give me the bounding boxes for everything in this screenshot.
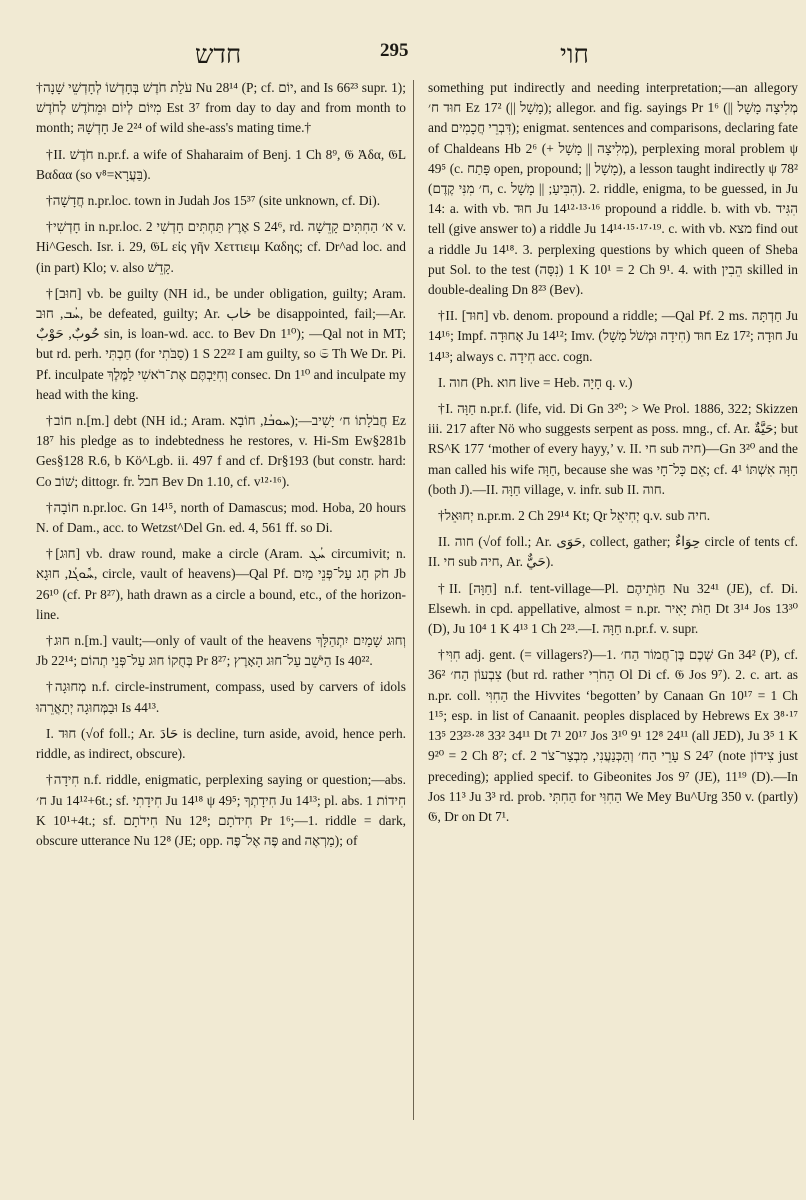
entry-left-2: †II. חֹדֶשׁ n.pr.f. a wife of Shaharaim of Benj. 1 Ch 8⁹, 𝔊 Ἀδα, 𝔊L Βαδαα (so v⁸=בַּעֲרָא). <box>36 146 406 182</box>
entry-left-1: †עֹלַת חֹדֶשׁ בְּחָדְשׁוֹ לְחָדְשֵׁי שָׁנָה Nu 28¹⁴ (P; cf. יוֹם, and Is 66²³ supr. 1); מִיּוֹם לְיוֹם וּמֵחֹדֶשׁ לְחֹדֶשׁ Est 3⁷ from day to day and from month to month; חָדְשָׁהּ Je 2²⁴ of wild she-ass's mating time.† <box>36 80 406 136</box>
entry-left-6: †חוֹב n.[m.] debt (NH id.; Aram. ܚܘܒܳܐ, חוֹבָא);—חֲבֹלָתוֹ ח׳ יָשִׁיב Ez 18⁷ his pledge as to indebtedness he restores, v. Hi-Sm Ew§281b Ges§128 R.6, b Kö^Lgb. ii. 497 f and cf. Dr§193 (but constr. hard: Co שׁוֹב; dittogr. fr. חבל Bev Dn 1.10, cf. v¹²·¹⁶). <box>36 413 406 489</box>
entry-left-3: †חֲדָשָׁה n.pr.loc. town in Judah Jos 15³⁷ (site unknown, cf. Di). <box>46 193 381 209</box>
entry-right-2: †II. [חוּד] vb. denom. propound a riddle; —Qal Pf. 2 ms. חַדְתָּה Ju 14¹⁶; Impf. אָחוּדָה Ju 14¹²; Imv. חוּד (חִידָה וּמְשֹׁל מָשָׁל) Ez 17²; חוּדָה Ju 14¹³; always c. חִידָה acc. cogn. <box>428 308 798 364</box>
entry-right-3: I. חוה (Ph. חוא live = Heb. חָיָה q. v.) <box>438 374 633 390</box>
right-column <box>428 78 798 833</box>
entry-left-7: †חוֹבָה n.pr.loc. Gn 14¹⁵, north of Damascus; mod. Hoba, 20 hours N. of Dam., acc. to Wetzst^Del Gn. ed. 4, 561 ff. so Di. <box>36 499 407 536</box>
right-headword: חוי <box>560 40 589 69</box>
entry-left-11: I. חוּד (√of foll.; Ar. حَادَ is decline, turn aside, avoid, hence perh. riddle, as indirect, obscure). <box>36 725 407 762</box>
entry-right-8: †חִוִּי adj. gent. (= villagers?)—1. שְׁכֶם בֶּן־חֲמוֹר הַח׳ Gn 34² (P), cf. צִבְעוֹן הַח׳ 36² (but rd. rather הַחֹרִי Ol Di cf. 𝔊 Jos 9⁷). 2. c. art. as n.pr. coll. הַחִוִּי the Hivvites ‘begotten’ by Canaan Gn 10¹⁷ = 1 Ch 1¹⁵; esp. in list of Canaanit. peoples displaced by Hebrews Ex 3⁸·¹⁷ 13⁵ 23²³·²⁸ 33² 34¹¹ Dt 7¹ 20¹⁷ Jos 3¹⁰ 9¹ 12⁸ 24¹¹ (all JED), Ju 3⁵ 1 K 9²⁰ = 2 Ch 8⁷; cf. עָרֵי הַח׳ וְהַכְּנַעֲנִי, מִבְצַר־צֹר 2 S 24⁷ (note צִידוֹן just preceding); applied specif. to Gibeonites Jos 9⁷ (JE), 11¹⁹ (D).—In Jos 11³ Ju 3³ rd. prob. הַחִתִּי for הַחִוִּי We Mey Bu^Urg 350 v. (partly) 𝔊, Dr on Dt 7¹. <box>428 647 799 824</box>
entry-left-9: †חוּג n.[m.] vault;—only of vault of the heavens וְחוּג שָׁמַיִם יִתְהַלָּךְ Jb 22¹⁴; בְּחֻקוֹ חוּג עַל־פְּנֵי תְהוֹם Pr 8²⁷; הַיֹּשֵׁב עַל־חוּג הָאָרֶץ Is 40²². <box>36 633 406 669</box>
running-header <box>0 36 806 76</box>
entry-left-12: †חִידָה n.f. riddle, enigmatic, perplexing saying or question;—abs. ח׳ Ju 14¹²+6t.; sf. חִידָתִי Ju 14¹⁸ ψ 49⁵; חִידָתְךָ Ju 14¹³; pl. abs. חִידוֹת 1 K 10¹+4t.; sf. חִידֹתָם Nu 12⁸; חִידֹתָם Pr 1⁶;—1. riddle = dark, obscure utterance Nu 12⁸ (JE; opp. פֶּה אֶל־פֶּה and מַרְאֶה); of <box>36 772 406 848</box>
column-divider <box>413 80 414 1120</box>
left-column <box>36 78 406 857</box>
entry-left-4: †חָדְשִׁי in n.pr.loc. אֶרֶץ תַּחְתִּים חָדְשִׁי 2 S 24⁶, rd. א׳ הַחִתִּים קָדֵשָׁה v. Hi^Gesch. Isr. i. 29, 𝔊L εἰς γῆν Χεττιειμ Καδης; cf. Dr^ad loc. and (in part) Klo; v. also קָדֵשׁ. <box>36 219 406 275</box>
left-headword: חדש <box>195 40 242 69</box>
entry-right-7: †II. [חַוָּה] n.f. tent-village—Pl. חַוֹּתֵיהֶם Nu 32⁴¹ (JE), cf. Di. Elsewh. in cpd. appellative, almost = n.pr. חַוֹּת יָאִיר Dt 3¹⁴ Jos 13³⁰ (D), Ju 10⁴ 1 K 4¹³ 1 Ch 2²³.—I. חַוָּה n.pr.f. v. supr. <box>428 580 798 637</box>
entry-right-5: †יְחוּאֵל n.pr.m. 2 Ch 29¹⁴ Kt; Qr יְחִיאֵל q.v. sub חיה. <box>438 508 711 524</box>
entry-right-4: †I. חַוָּה n.pr.f. (life, vid. Di Gn 3²⁰; > We Prol. 1886, 322; Skizzen iii. 217 after Nö who suggests serpent as poss. mng., cf. Ar. حَيَّةٌ; but RS^K 177 ‘mother of every hayy,’ v. II. חי sub חיה)—Gn 3²⁰ and the man called his wife חַוָּה, because she was אֵם כָּל־חָי; cf. חַוָּה אִשְׁתּוֹ 4¹ (both J).—II. חַוָּה village, v. infr. sub II. חוה. <box>428 401 799 497</box>
entry-right-6: II. חוה (√of foll.; Ar. حَوَى, collect, gather; حِوَاءٌ circle of tents cf. II. חי sub חיה, Ar. حَيٌّ). <box>428 534 798 570</box>
entry-right-1: something put indirectly and needing interpretation;—an allegory חוּד ח׳ Ez 17² (|| מָשָׁל); allegor. and fig. sayings Pr 1⁶ (|| מְלִיצָה מָשָׁל and דִּבְרֵי חֲכָמִים); enigmat. sentences and comparisons, declaring fate of Chaldeans Hb 2⁶ (+ מְלִיצָה || מָשָׁל), perplexing moral problem ψ 49⁵ (c. פָּתַח open, propound; || מָשָׁל), a lesson taught indirectly ψ 78² (ח׳ מִנִּי קֶדֶם, c. הִבִּיעַ; || מָשָׁל). 2. riddle, enigma, to be guessed, in Ju 14: a. with vb. חוּד Ju 14¹²·¹³·¹⁶ propound a riddle. b. with vb. הִגִּיד tell (give answer to) a riddle Ju 14¹⁴·¹⁵·¹⁷·¹⁹. c. with vb. מצא find out a riddle Ju 14¹⁸. 3. perplexing questions by which queen of Sheba put Sol. to the test (נִסָּה) 1 K 10¹ = 2 Ch 9¹. 4. with הֵבִין skilled in double-dealing Dn 8²³ (Bev). <box>428 80 799 298</box>
entry-left-8: †[חוּג] vb. draw round, make a circle (Aram. ܚܳܓ circumivit; n. ܚܽܘܓܳܐ, חוּגָא, circle, vault of heavens)—Qal Pf. חֹק חָג עַל־פְּנֵי מַיִם Jb 26¹⁰ (cf. Pr 8²⁷), hath drawn as a circle a bound, etc., of the horizon-line. <box>36 546 407 622</box>
page-number: 295 <box>380 40 409 61</box>
entry-left-5: †[חוּב] vb. be guilty (NH id., be under obligation, guilty; Aram. ܚܳܒ, חוּב, be defeated, guilty; Ar. خاب be disappointed, fail;—Ar. حُوبٌ, حَوْبٌ sin, is loan-wd. acc. to Bev Dn 1¹⁰); —Qal not in MT; but rd. perh. חַבְתִּי (for סַבֹּתִי) 1 S 22²² I am guilty, so 𝔖 Th We Dr. Pi. Pf. inculpate וְחִיַּבְתֶּם אֶת־רֹאשִׁי לַמֶּלֶךְ consec. Dn 1¹⁰ and inculpate my head with the king. <box>36 285 407 402</box>
entry-left-10: †מְחוּגָה n.f. circle-instrument, compass, used by carvers of idols וּבַמְּחוּגָה יְתָאֳרֵהוּ Is 44¹³. <box>36 679 406 715</box>
